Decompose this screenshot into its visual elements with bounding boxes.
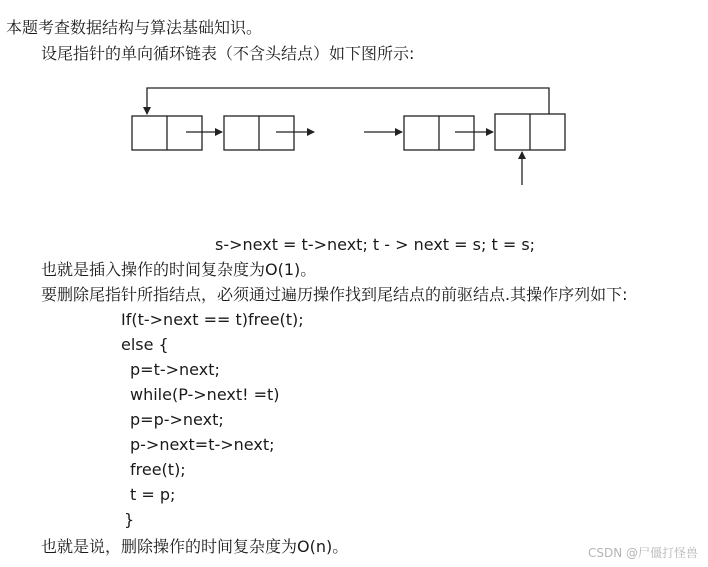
intro-text: 本题考查数据结构与算法基础知识。 <box>6 18 263 37</box>
code-line: p=t->next; <box>130 360 220 379</box>
watermark: CSDN @尸僵打怪兽 <box>587 546 698 560</box>
circular-back-arrow <box>147 88 549 114</box>
delete-intro-text: 要删除尾指针所指结点，必须通过遍历操作找到尾结点的前驱结点.其操作序列如下: <box>41 285 628 304</box>
list-node-2 <box>224 116 294 150</box>
linked-list-diagram <box>0 0 708 200</box>
list-node-3 <box>404 116 474 150</box>
code-line: free(t); <box>130 460 186 479</box>
code-line: If(t->next == t)free(t); <box>121 310 304 329</box>
code-line: p->next=t->next; <box>130 435 275 454</box>
code-line: t = p; <box>130 485 176 504</box>
insert-complexity-text: 也就是插入操作的时间复杂度为O(1)。 <box>41 260 317 279</box>
list-node-tail <box>495 114 565 150</box>
code-line: while(P->next! =t) <box>130 385 280 404</box>
insert-code-line: s->next = t->next; t - > next = s; t = s; <box>215 235 536 254</box>
code-line: else { <box>121 335 169 354</box>
code-line: p=p->next; <box>130 410 224 429</box>
setup-text: 设尾指针的单向循环链表（不含头结点）如下图所示: <box>41 44 415 63</box>
list-node-1 <box>132 116 202 150</box>
code-line: } <box>124 510 135 529</box>
delete-complexity-text: 也就是说，删除操作的时间复杂度为O(n)。 <box>41 537 349 556</box>
